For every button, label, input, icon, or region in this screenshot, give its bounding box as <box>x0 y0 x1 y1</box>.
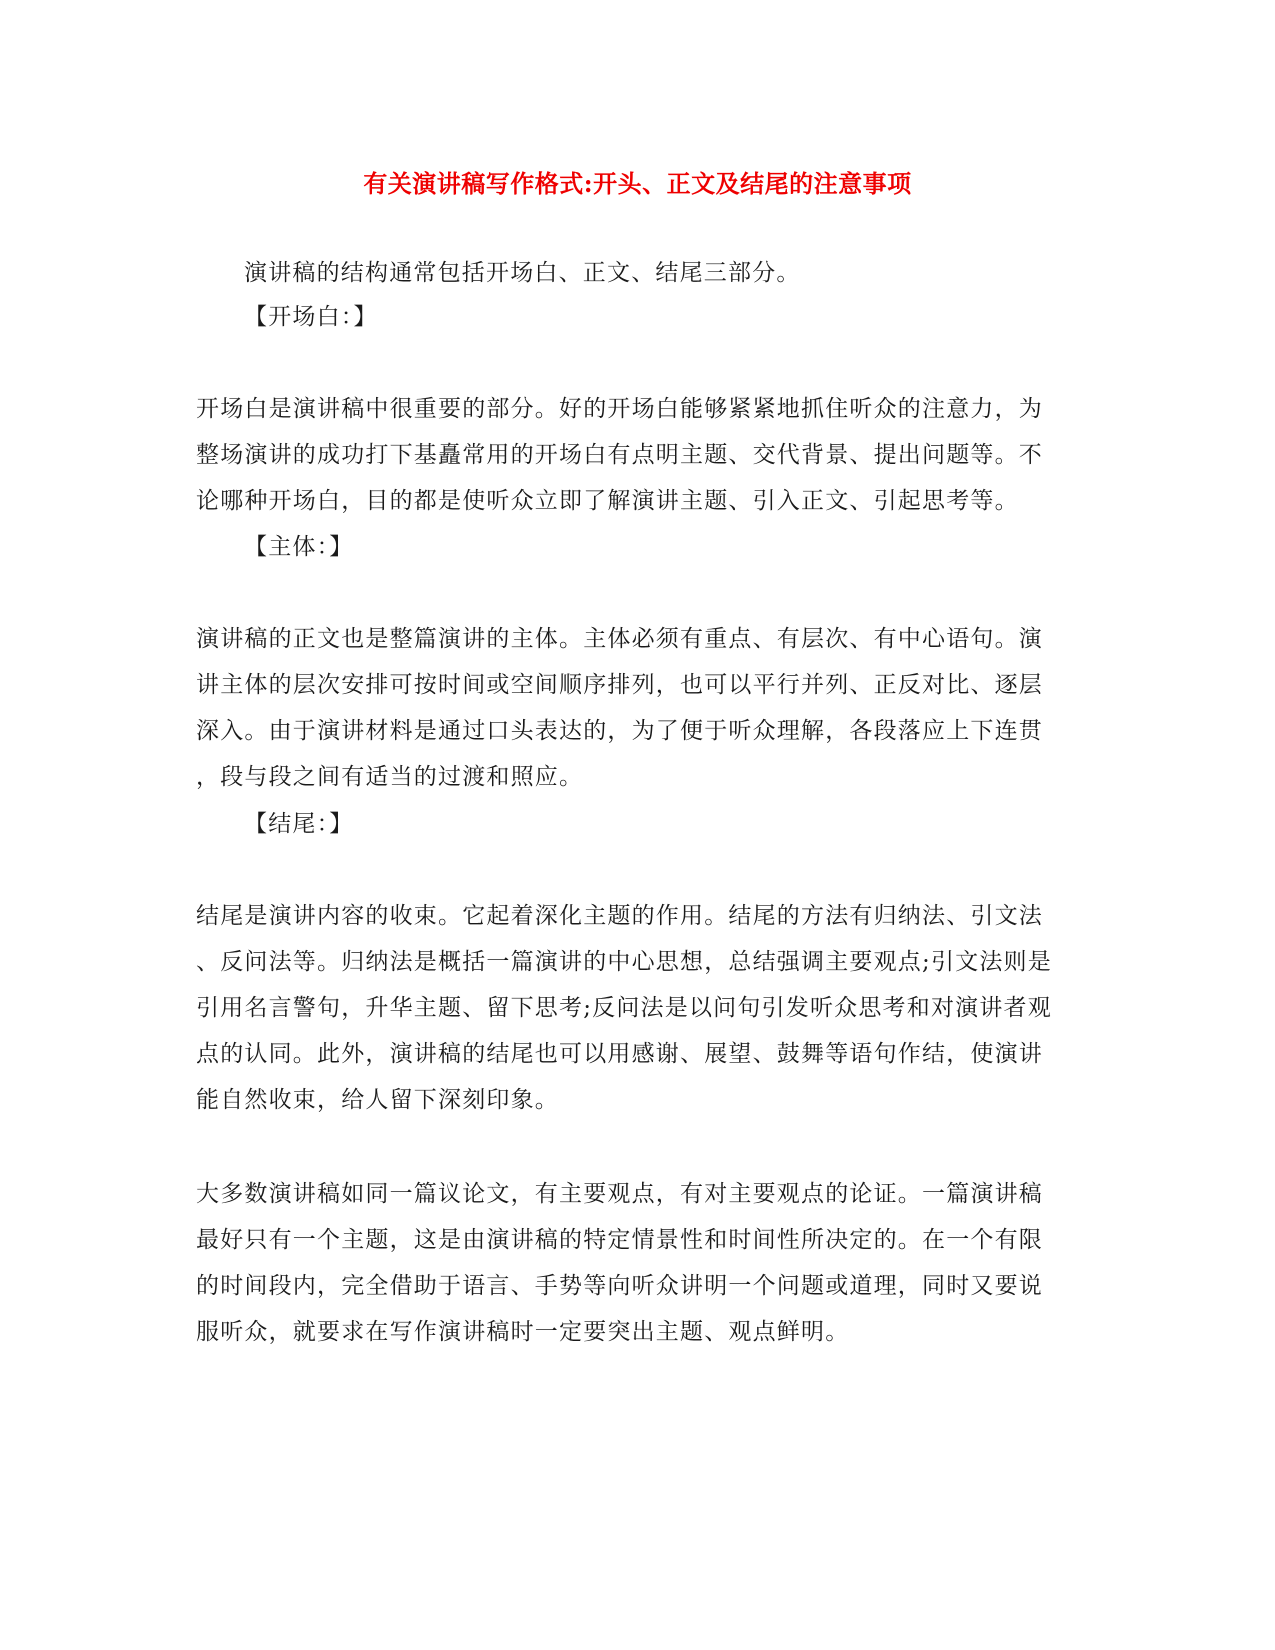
closing-line: 的时间段内，完全借助于语言、手势等向听众讲明一个问题或道理，同时又要说 <box>196 1273 1043 1299</box>
opening-line: 整场演讲的成功打下基矗常用的开场白有点明主题、交代背景、提出问题等。不 <box>196 442 1043 468</box>
closing-line: 大多数演讲稿如同一篇议论文，有主要观点，有对主要观点的论证。一篇演讲稿 <box>196 1181 1043 1207</box>
ending-heading: 【结尾：】 <box>244 811 354 837</box>
body-line: 深入。由于演讲材料是通过口头表达的，为了便于听众理解，各段落应上下连贯 <box>196 718 1043 744</box>
ending-line: 能自然收束，给人留下深刻印象。 <box>196 1087 559 1113</box>
opening-line: 开场白是演讲稿中很重要的部分。好的开场白能够紧紧地抓住听众的注意力，为 <box>196 396 1043 422</box>
ending-line: 、反问法等。归纳法是概括一篇演讲的中心思想，总结强调主要观点;引文法则是 <box>196 949 1052 975</box>
document-title: 有关演讲稿写作格式:开头、正文及结尾的注意事项 <box>363 169 912 198</box>
closing-line: 服听众，就要求在写作演讲稿时一定要突出主题、观点鲜明。 <box>196 1319 850 1345</box>
body-heading: 【主体：】 <box>244 534 354 560</box>
opening-heading: 【开场白：】 <box>244 304 378 330</box>
ending-line: 点的认同。此外，演讲稿的结尾也可以用感谢、展望、鼓舞等语句作结，使演讲 <box>196 1041 1043 1067</box>
body-line: 演讲稿的正文也是整篇演讲的主体。主体必须有重点、有层次、有中心语句。演 <box>196 626 1043 652</box>
intro-paragraph: 演讲稿的结构通常包括开场白、正文、结尾三部分。 <box>244 260 801 286</box>
body-line: ，段与段之间有适当的过渡和照应。 <box>196 764 584 790</box>
body-line: 讲主体的层次安排可按时间或空间顺序排列，也可以平行并列、正反对比、逐层 <box>196 672 1043 698</box>
closing-line: 最好只有一个主题，这是由演讲稿的特定情景性和时间性所决定的。在一个有限 <box>196 1227 1043 1253</box>
ending-line: 结尾是演讲内容的收束。它起着深化主题的作用。结尾的方法有归纳法、引文法 <box>196 903 1043 929</box>
opening-line: 论哪种开场白，目的都是使听众立即了解演讲主题、引入正文、引起思考等。 <box>196 488 1019 514</box>
ending-line: 引用名言警句，升华主题、留下思考;反问法是以问句引发听众思考和对演讲者观 <box>196 995 1052 1021</box>
